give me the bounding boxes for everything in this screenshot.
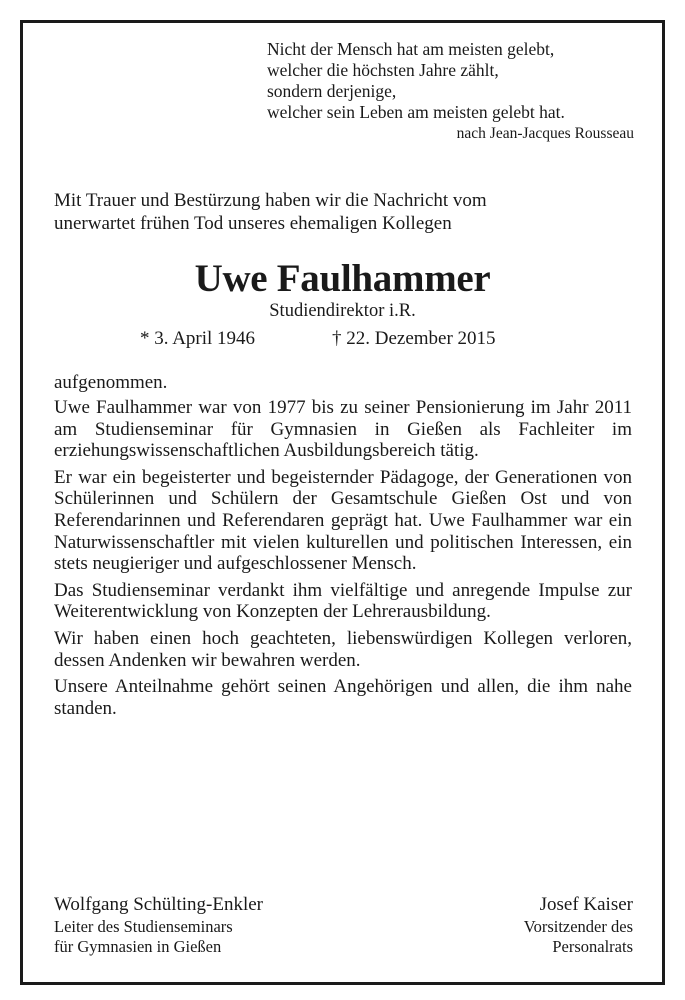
deceased-name: Uwe Faulhammer <box>194 257 491 300</box>
body-paragraph: Das Studienseminar verdankt ihm vielfältige und anregende Impulse zur Weiterentwicklung von Konzepten der Lehrerausbildung. <box>54 579 632 623</box>
quote-line: welcher sein Leben am meisten gelebt hat. <box>267 102 565 122</box>
body-paragraph: Wir haben einen hoch geachteten, liebenswürdigen Kollegen verloren, dessen Andenken wir bewahren werden. <box>54 627 632 671</box>
quote-author: nach Jean-Jacques Rousseau <box>456 125 634 142</box>
epigraph-quote <box>267 39 637 144</box>
quote-line: welcher die höchsten Jahre zählt, <box>267 60 499 80</box>
signer-role: Leiter des Studienseminars <box>54 917 233 936</box>
signer-role: für Gymnasien in Gießen <box>54 936 222 956</box>
signature-left <box>54 893 263 956</box>
intro-text <box>54 189 634 235</box>
signature-right <box>524 893 633 956</box>
quote-line: sondern derjenige, <box>267 81 397 101</box>
obituary-body <box>54 397 632 724</box>
signer-name: Josef Kaiser <box>539 894 633 915</box>
intro-line: Mit Trauer und Bestürzung haben wir die Nachricht vom <box>54 190 487 211</box>
signer-name: Wolfgang Schülting-Enkler <box>54 894 264 915</box>
death-date: † 22. Dezember 2015 <box>332 328 496 349</box>
signer-role: Vorsitzender des <box>523 917 633 936</box>
birth-date: * 3. April 1946 <box>140 328 256 349</box>
intro-line: unerwartet frühen Tod unseres ehemaligen Kollegen <box>54 213 452 234</box>
body-paragraph: Er war ein begeisterter und begeisternder Pädagoge, der Generationen von Schülerinnen und Schülern der Gesamtschule Gießen Ost und von Referendarinnen und Referendaren geprägt hat. Uwe Faulhammer war ein Naturwissenschaftler mit vielen kulturellen und politischen Interessen, ein stets neugieriger und aufgeschlossener Mensch. <box>54 466 632 575</box>
received-text: aufgenommen. <box>54 372 168 393</box>
body-paragraph: Uwe Faulhammer war von 1977 bis zu seiner Pensionierung im Jahr 2011 am Studienseminar für Gymnasien in Gießen als Fachleiter im erziehungswissenschaftlichen Ausbildungsbereich tätig. <box>54 397 632 462</box>
signer-role: Personalrats <box>552 936 633 956</box>
body-paragraph: Unsere Anteilnahme gehört seinen Angehörigen und allen, die ihm nahe standen. <box>54 676 632 719</box>
quote-line: Nicht der Mensch hat am meisten gelebt, <box>267 39 555 59</box>
deceased-title: Studiendirektor i.R. <box>269 301 416 321</box>
